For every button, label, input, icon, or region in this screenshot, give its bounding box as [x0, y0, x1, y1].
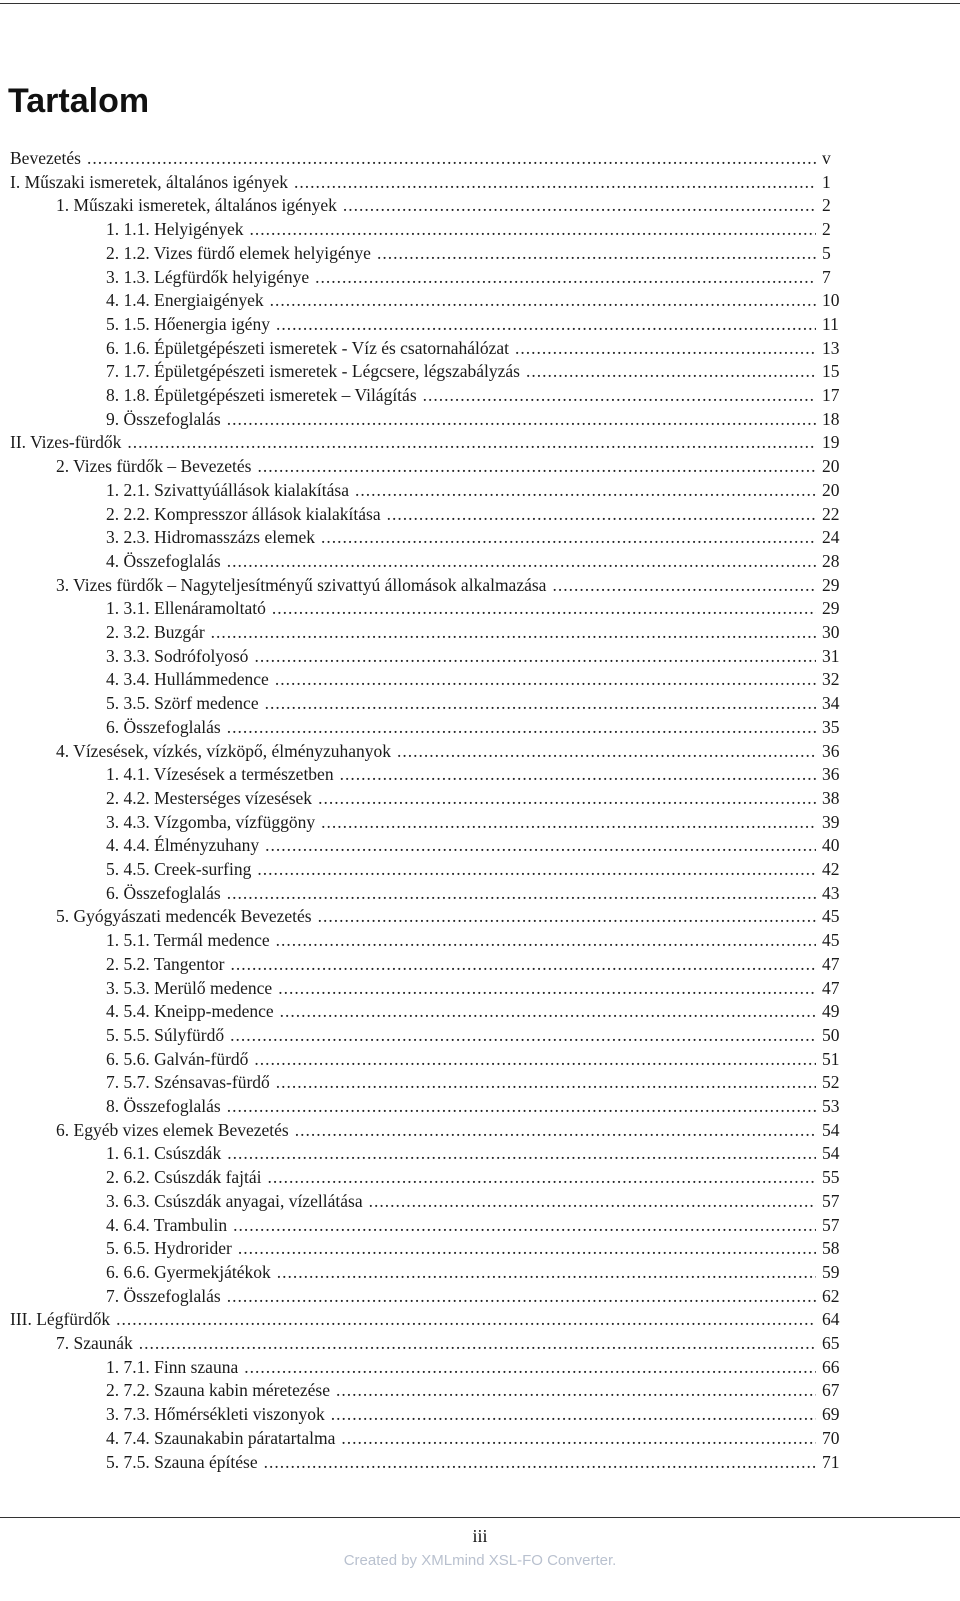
toc-entry[interactable] — [106, 502, 848, 526]
dot-leader — [254, 1047, 816, 1071]
toc-entry-page: 62 — [822, 1285, 840, 1306]
toc-entry-page: 5 — [822, 242, 831, 263]
toc-entry[interactable] — [106, 667, 848, 691]
toc-entry[interactable] — [106, 1355, 848, 1379]
dot-leader — [397, 739, 816, 763]
dot-leader — [231, 952, 816, 976]
toc-entry-page: 47 — [822, 953, 840, 974]
toc-entry-page: 18 — [822, 408, 840, 429]
toc-entry[interactable] — [106, 1047, 848, 1071]
toc-entry-page: 38 — [822, 787, 840, 808]
toc-entry[interactable] — [10, 430, 848, 454]
toc-entry-page: 59 — [822, 1261, 840, 1282]
dot-leader — [227, 1094, 816, 1118]
dot-leader — [276, 1070, 816, 1094]
toc-entry[interactable] — [10, 170, 848, 194]
toc-entry-label: 2. 3.2. Buzgár — [106, 622, 205, 642]
toc-entry[interactable] — [106, 644, 848, 668]
toc-entry-label: 1. 3.1. Ellenáramoltató — [106, 598, 266, 619]
toc-entry-label: 3. 4.3. Vízgomba, vízfüggöny — [106, 811, 316, 832]
toc-entry[interactable] — [106, 999, 848, 1023]
toc-entry[interactable] — [106, 976, 848, 1000]
dot-leader — [340, 762, 816, 786]
toc-entry-page: 71 — [822, 1451, 840, 1472]
header-rule — [0, 3, 960, 4]
toc-entry-label: 6. Összefoglalás — [106, 716, 221, 737]
toc-entry-label: 6. Összefoglalás — [106, 882, 221, 903]
dot-leader — [264, 1450, 816, 1474]
toc-entry[interactable] — [56, 1331, 848, 1355]
toc-entry[interactable] — [10, 146, 848, 170]
toc-entry-label: 4. 6.4. Trambulin — [106, 1214, 228, 1235]
toc-entry-label: 6. 1.6. Épületgépészeti ismeretek - Víz és csatornahálózat — [106, 337, 509, 358]
dot-leader — [230, 1023, 816, 1047]
dot-leader — [227, 715, 816, 739]
toc-entry[interactable] — [106, 1189, 848, 1213]
toc-entry-page: 30 — [822, 622, 840, 642]
toc-entry[interactable] — [106, 1426, 848, 1450]
toc-entry-label: 5. Gyógyászati medencék Bevezetés — [56, 906, 312, 927]
toc-entry-page: 57 — [822, 1190, 840, 1211]
toc-entry[interactable] — [106, 881, 848, 905]
dot-leader — [423, 383, 816, 407]
dot-leader — [272, 596, 816, 620]
toc-entry-page: 24 — [822, 527, 840, 548]
dot-leader — [227, 1284, 816, 1308]
toc-entry-label: 6. Egyéb vizes elemek Bevezetés — [56, 1119, 289, 1140]
toc-entry-label: 6. 5.6. Galván-fürdő — [106, 1048, 249, 1069]
toc-entry[interactable] — [106, 928, 848, 952]
dot-leader — [227, 407, 816, 431]
toc-entry-page: 36 — [822, 740, 840, 761]
toc-entry[interactable] — [106, 241, 848, 265]
toc-entry-page: 67 — [822, 1380, 840, 1401]
toc-entry-page: 35 — [822, 716, 840, 737]
page-title: Tartalom — [8, 82, 150, 120]
toc-entry-page: 17 — [822, 385, 840, 405]
toc-entry-label: 4. 1.4. Energiaigények — [106, 290, 264, 311]
toc-entry-label: 3. 7.3. Hőmérsékleti viszonyok — [106, 1404, 325, 1425]
toc-entry[interactable] — [56, 454, 848, 478]
dot-leader — [139, 1331, 816, 1355]
toc-entry-label: 3. Vizes fürdők – Nagyteljesítményű szivattyú állomások alkalmazása — [56, 574, 547, 595]
toc-entry-label: Bevezetés — [10, 148, 81, 168]
toc-entry-page: 20 — [822, 479, 840, 500]
toc-entry-label: 3. 5.3. Merülő medence — [106, 977, 273, 998]
toc-entry-page: 34 — [822, 693, 840, 714]
toc-entry-page: 70 — [822, 1427, 840, 1448]
toc-entry[interactable] — [106, 810, 848, 834]
dot-leader — [552, 573, 816, 597]
toc-entry-page: 11 — [822, 313, 839, 334]
dot-leader — [331, 1402, 816, 1426]
toc-entry[interactable] — [56, 739, 848, 763]
toc-entry-page: 52 — [822, 1072, 840, 1093]
toc-entry-label: 8. 1.8. Épületgépészeti ismeretek – Világítás — [106, 385, 417, 405]
dot-leader — [127, 430, 816, 454]
toc-entry[interactable] — [106, 715, 848, 739]
toc-entry-page: 20 — [822, 456, 840, 477]
toc-entry[interactable] — [106, 1236, 848, 1260]
toc-entry-page: 55 — [822, 1167, 840, 1188]
dot-leader — [515, 336, 816, 360]
dot-leader — [295, 1118, 816, 1142]
toc-entry-page: 69 — [822, 1404, 840, 1425]
toc-entry-label: 5. 3.5. Szörf medence — [106, 693, 259, 714]
toc-entry-label: 1. 7.1. Finn szauna — [106, 1356, 239, 1377]
toc-entry[interactable] — [106, 288, 848, 312]
toc-entry-page: 31 — [822, 645, 840, 666]
toc-entry[interactable] — [106, 525, 848, 549]
dot-leader — [268, 1165, 816, 1189]
toc-entry[interactable] — [106, 1378, 848, 1402]
toc-entry-page: 54 — [822, 1119, 840, 1140]
toc-entry-page: 57 — [822, 1214, 840, 1235]
dot-leader — [341, 1426, 816, 1450]
dot-leader — [278, 976, 816, 1000]
toc-entry-label: 2. 2.2. Kompresszor állások kialakítása — [106, 503, 381, 524]
toc-entry-label: 2. 1.2. Vizes fürdő elemek helyigénye — [106, 242, 371, 263]
toc-entry-label: 2. 6.2. Csúszdák fajtái — [106, 1167, 262, 1188]
toc-entry-label: 7. 1.7. Épületgépészeti ismeretek - Légcsere, légszabályzás — [106, 361, 520, 382]
dot-leader — [355, 478, 816, 502]
toc-entry-label: 2. 4.2. Mesterséges vízesések — [106, 787, 313, 808]
toc-entry[interactable] — [106, 1070, 848, 1094]
toc-entry-page: 54 — [822, 1143, 840, 1164]
toc-entry-label: 1. 1.1. Helyigények — [106, 219, 244, 240]
toc-entry-label: 1. Műszaki ismeretek, általános igények — [56, 195, 337, 216]
toc-entry[interactable] — [106, 217, 848, 241]
toc-entry[interactable] — [106, 1165, 848, 1189]
toc-entry[interactable] — [106, 265, 848, 289]
toc-entry-page: 51 — [822, 1048, 840, 1069]
toc-entry-label: 3. 3.3. Sodrófolyosó — [106, 645, 249, 666]
toc-entry[interactable] — [106, 1402, 848, 1426]
dot-leader — [336, 1378, 816, 1402]
toc-entry-label: 2. 7.2. Szauna kabin méretezése — [106, 1380, 331, 1401]
toc-entry-label: 4. 5.4. Kneipp-medence — [106, 1001, 274, 1022]
dot-leader — [257, 857, 816, 881]
dot-leader — [265, 833, 816, 857]
dot-leader — [280, 999, 816, 1023]
toc-entry[interactable] — [56, 193, 848, 217]
toc-entry-label: 1. 5.1. Termál medence — [106, 930, 270, 951]
toc-entry-page: 1 — [822, 171, 831, 192]
toc-entry[interactable] — [106, 1284, 848, 1308]
dot-leader — [227, 1141, 816, 1165]
toc-entry-label: 6. 6.6. Gyermekjátékok — [106, 1261, 271, 1282]
dot-leader — [257, 454, 816, 478]
toc-entry[interactable] — [106, 312, 848, 336]
toc-entry-label: 4. 3.4. Hullámmedence — [106, 669, 269, 690]
dot-leader — [233, 1213, 816, 1237]
dot-leader — [387, 502, 816, 526]
toc-entry-label: 4. 7.4. Szaunakabin páratartalma — [106, 1427, 336, 1448]
toc-entry-page: 40 — [822, 835, 840, 856]
toc-entry-page: 65 — [822, 1333, 840, 1353]
dot-leader — [227, 881, 816, 905]
toc-entry[interactable] — [106, 857, 848, 881]
toc-entry-page: 64 — [822, 1309, 840, 1330]
toc-entry-label: 4. Vízesések, vízkés, vízköpő, élményzuhanyok — [56, 740, 392, 761]
toc-entry[interactable] — [106, 1023, 848, 1047]
toc-entry-label: 1. 2.1. Szivattyúállások kialakítása — [106, 479, 350, 500]
dot-leader — [276, 928, 816, 952]
dot-leader — [238, 1236, 816, 1260]
toc-entry-label: I. Műszaki ismeretek, általános igények — [10, 171, 288, 192]
dot-leader — [250, 217, 816, 241]
toc-entry-label: 5. 6.5. Hydrorider — [106, 1238, 232, 1259]
dot-leader — [227, 549, 816, 573]
toc-entry-page: 2 — [822, 195, 831, 216]
toc-entry[interactable] — [106, 620, 848, 644]
toc-entry-page: 53 — [822, 1096, 840, 1116]
toc-entry[interactable] — [106, 383, 848, 407]
toc-entry-label: II. Vizes-fürdők — [10, 432, 122, 453]
toc-entry-page: 43 — [822, 882, 840, 903]
toc-entry-page: 45 — [822, 906, 840, 927]
toc-entry[interactable] — [106, 1260, 848, 1284]
dot-leader — [87, 146, 816, 170]
toc-entry[interactable] — [106, 952, 848, 976]
dot-leader — [318, 786, 816, 810]
toc-entry[interactable] — [106, 336, 848, 360]
toc-entry-page: 19 — [822, 432, 840, 453]
toc-entry[interactable] — [106, 478, 848, 502]
toc-entry-label: 7. Szaunák — [56, 1333, 133, 1353]
toc-entry-page: 58 — [822, 1238, 840, 1259]
dot-leader — [321, 810, 816, 834]
dot-leader — [294, 170, 816, 194]
dot-leader — [276, 312, 816, 336]
toc-entry[interactable] — [56, 573, 848, 597]
toc-entry[interactable] — [106, 762, 848, 786]
toc-entry[interactable] — [106, 1141, 848, 1165]
toc-entry-page: 32 — [822, 669, 840, 690]
toc-entry-label: 3. 2.3. Hidromasszázs elemek — [106, 527, 315, 548]
dot-leader — [244, 1355, 816, 1379]
toc-entry-label: 7. 5.7. Szénsavas-fürdő — [106, 1072, 270, 1093]
toc-entry-page: 47 — [822, 977, 840, 998]
toc-entry-label: 7. Összefoglalás — [106, 1285, 221, 1306]
dot-leader — [116, 1307, 816, 1331]
dot-leader — [211, 620, 816, 644]
dot-leader — [321, 525, 816, 549]
toc-entry-label: 2. 5.2. Tangentor — [106, 953, 225, 974]
dot-leader — [369, 1189, 816, 1213]
dot-leader — [526, 359, 816, 383]
dot-leader — [343, 193, 816, 217]
toc-entry-label: 1. 4.1. Vízesések a természetben — [106, 764, 334, 785]
dot-leader — [377, 241, 816, 265]
toc-entry-label: 4. 4.4. Élményzuhany — [106, 835, 260, 856]
dot-leader — [254, 644, 816, 668]
toc-entry-page: 39 — [822, 811, 840, 832]
toc-entry-page: 7 — [822, 266, 831, 287]
toc-entry-label: 5. 5.5. Súlyfürdő — [106, 1024, 225, 1045]
toc-entry-page: 15 — [822, 361, 840, 382]
toc-entry[interactable] — [106, 1094, 848, 1118]
footer-rule — [0, 1517, 960, 1518]
toc-entry-page: 36 — [822, 764, 840, 785]
toc-entry[interactable] — [106, 691, 848, 715]
toc-entry-label: 5. 4.5. Creek-surfing — [106, 859, 252, 879]
toc-entry-label: 9. Összefoglalás — [106, 408, 221, 429]
toc-entry[interactable] — [56, 904, 848, 928]
toc-entry-page: 2 — [822, 219, 831, 240]
toc-entry[interactable] — [10, 1307, 848, 1331]
dot-leader — [318, 904, 816, 928]
toc-entry-label: 3. 1.3. Légfürdők helyigénye — [106, 266, 310, 287]
toc-entry[interactable] — [106, 833, 848, 857]
toc-entry-label: 3. 6.3. Csúszdák anyagai, vízellátása — [106, 1190, 363, 1211]
toc-entry[interactable] — [56, 1118, 848, 1142]
toc-entry[interactable] — [106, 359, 848, 383]
toc-entry-page: 49 — [822, 1001, 840, 1022]
dot-leader — [270, 288, 816, 312]
toc-entry-label: 1. 6.1. Csúszdák — [106, 1143, 222, 1164]
toc-entry-page: 66 — [822, 1356, 840, 1377]
toc-entry[interactable] — [106, 1450, 848, 1474]
toc-entry-label: 2. Vizes fürdők – Bevezetés — [56, 456, 252, 477]
dot-leader — [277, 1260, 816, 1284]
dot-leader — [265, 691, 816, 715]
footer-credit: Created by XMLmind XSL-FO Converter. — [343, 1552, 617, 1569]
toc-entry-page: 10 — [822, 290, 840, 311]
toc-entry-page: 29 — [822, 574, 840, 595]
toc-entry-page: 22 — [822, 503, 840, 524]
toc-entry-page: v — [822, 148, 831, 168]
toc-entry[interactable] — [106, 786, 848, 810]
toc-entry[interactable] — [106, 1213, 848, 1237]
toc-entry-page: 13 — [822, 337, 840, 358]
toc-entry[interactable] — [106, 407, 848, 431]
dot-leader — [315, 265, 816, 289]
toc-entry-label: 4. Összefoglalás — [106, 550, 221, 571]
toc-entry-label: 5. 1.5. Hőenergia igény — [106, 313, 270, 334]
toc-entry-page: 42 — [822, 859, 840, 879]
toc-entry-label: III. Légfürdők — [10, 1309, 111, 1330]
toc-entry-page: 29 — [822, 598, 840, 619]
toc-entry[interactable] — [106, 549, 848, 573]
toc-entry-page: 45 — [822, 930, 840, 951]
toc-entry-page: 50 — [822, 1024, 840, 1045]
toc-entry-label: 8. Összefoglalás — [106, 1096, 221, 1116]
dot-leader — [275, 667, 816, 691]
page-number: iii — [472, 1526, 488, 1546]
toc-entry[interactable] — [106, 596, 848, 620]
toc-entry-page: 28 — [822, 550, 840, 571]
toc-entry-label: 5. 7.5. Szauna építése — [106, 1451, 258, 1472]
